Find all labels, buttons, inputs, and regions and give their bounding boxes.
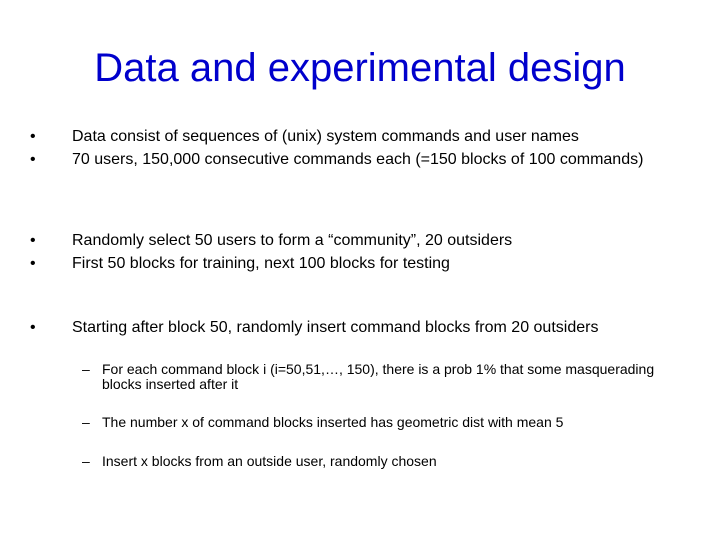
bullet-text: 70 users, 150,000 consecutive commands each (=150 blocks of 100 commands)	[72, 151, 644, 168]
sub-bullet-dash: –	[82, 414, 90, 430]
bullet-dot: •	[30, 232, 36, 249]
bullet-text: First 50 blocks for training, next 100 blocks for testing	[72, 255, 450, 272]
sub-bullet-text: Insert x blocks from an outside user, randomly chosen	[102, 453, 437, 469]
bullet-dot: •	[30, 151, 36, 168]
bullet-dot: •	[30, 128, 36, 145]
sub-bullet-dash: –	[82, 361, 90, 377]
bullet-text: Randomly select 50 users to form a “community”, 20 outsiders	[72, 232, 513, 249]
sub-bullet-dash: –	[82, 453, 90, 469]
bullet-text: Starting after block 50, randomly insert command blocks from 20 outsiders	[72, 319, 599, 336]
bullet-text: Data consist of sequences of (unix) system commands and user names	[72, 128, 579, 145]
sub-bullet-text: For each command block i (i=50,51,…, 150), there is a prob 1% that some masquerading blocks inserted after it	[102, 361, 655, 392]
slide-title: Data and experimental design	[94, 46, 626, 90]
bullet-dot: •	[30, 319, 36, 336]
bullet-dot: •	[30, 255, 36, 272]
sub-bullet-text: The number x of command blocks inserted has geometric dist with mean 5	[102, 414, 564, 430]
